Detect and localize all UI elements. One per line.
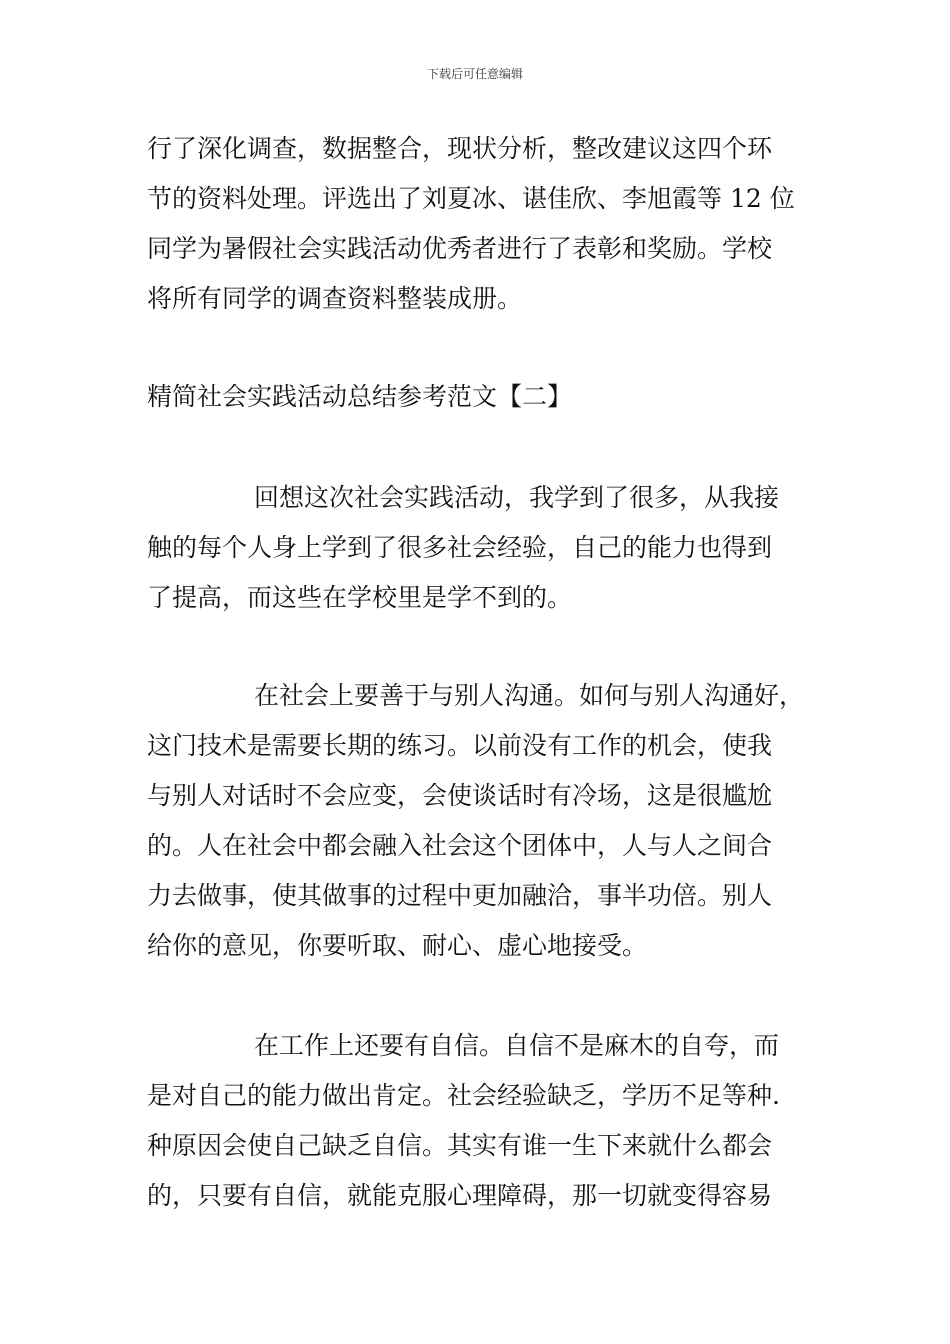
- paragraph-1-line-2: 节的资料处理。评选出了刘夏冰、谌佳欣、李旭霞等 12 位: [147, 184, 795, 213]
- paragraph-2-line-1: 回想这次社会实践活动，我学到了很多，从我接: [254, 483, 780, 512]
- paragraph-4-line-3: 种原因会使自己缺乏自信。其实有谁一生下来就什么都会: [147, 1131, 773, 1160]
- paragraph-3-line-6: 给你的意见，你要听取、耐心、虚心地接受。: [147, 931, 648, 960]
- paragraph-1-line-3: 同学为暑假社会实践活动优秀者进行了表彰和奖励。学校: [147, 234, 773, 263]
- paragraph-1-line-4: 将所有同学的调查资料整装成册。: [147, 284, 523, 313]
- section-title-block: [147, 372, 812, 422]
- paragraph-2: [147, 473, 812, 623]
- paragraph-4-line-1: 在工作上还要有自信。自信不是麻木的自夸，而: [254, 1031, 780, 1060]
- paragraph-1: [147, 124, 812, 324]
- page-header: 下载后可任意编辑: [426, 67, 523, 81]
- paragraph-3-line-1: 在社会上要善于与别人沟通。如何与别人沟通好，: [254, 681, 805, 710]
- paragraph-3-line-2: 这门技术是需要长期的练习。以前没有工作的机会，使我: [147, 731, 773, 760]
- paragraph-1-line-1: 行了深化调查，数据整合，现状分析，整改建议这四个环: [147, 134, 773, 163]
- paragraph-4-line-4: 的，只要有自信，就能克服心理障碍，那一切就变得容易: [147, 1181, 773, 1210]
- paragraph-4-line-2: 是对自己的能力做出肯定。社会经验缺乏，学历不足等种.: [147, 1081, 780, 1110]
- paragraph-3-line-4: 的。人在社会中都会融入社会这个团体中，人与人之间合: [147, 831, 773, 860]
- paragraph-2-line-2: 触的每个人身上学到了很多社会经验，自己的能力也得到: [147, 533, 773, 562]
- section-title: 精简社会实践活动总结参考范文【二】: [147, 382, 573, 411]
- paragraph-3-line-3: 与别人对话时不会应变，会使谈话时有冷场，这是很尴尬: [147, 781, 773, 810]
- paragraph-2-line-3: 了提高，而这些在学校里是学不到的。: [147, 583, 573, 612]
- paragraph-3: [147, 671, 812, 971]
- paragraph-3-line-5: 力去做事，使其做事的过程中更加融洽，事半功倍。别人: [147, 881, 773, 910]
- paragraph-4: [147, 1021, 812, 1221]
